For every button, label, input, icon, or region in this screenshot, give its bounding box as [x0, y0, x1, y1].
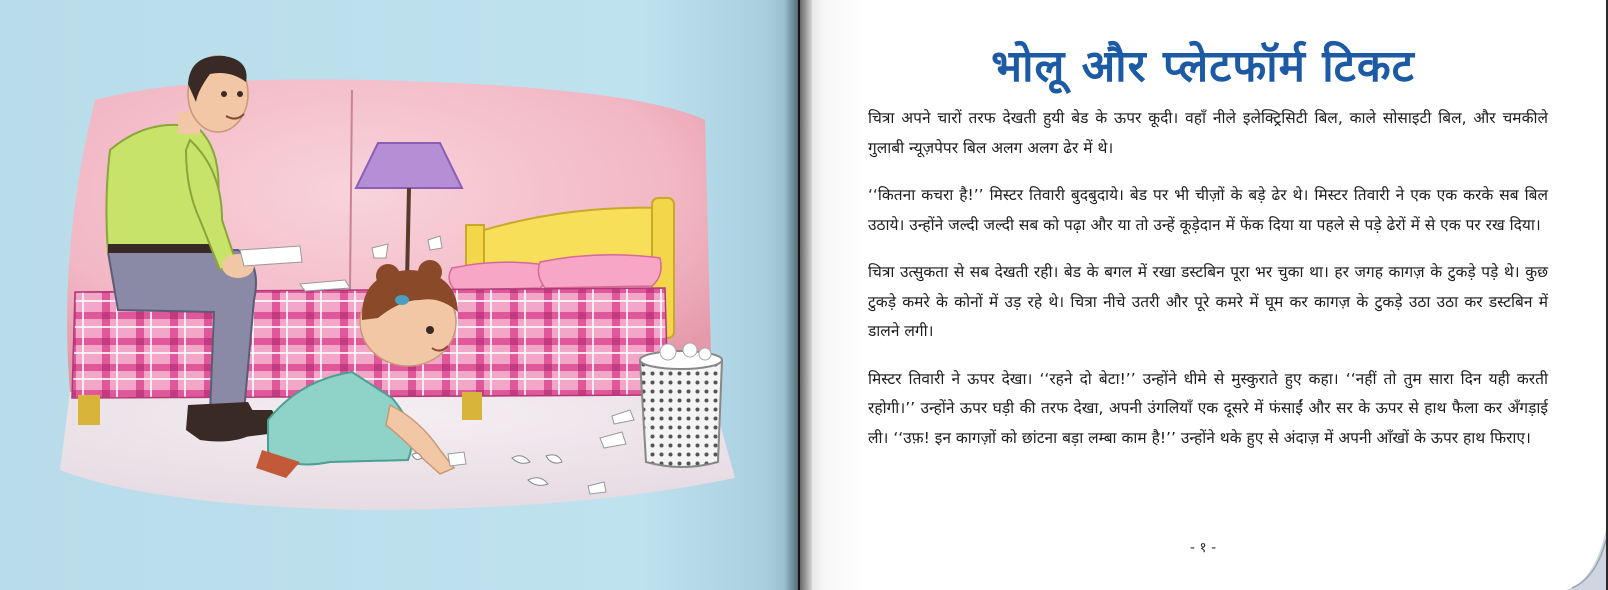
book-gutter: [784, 0, 812, 590]
story-body: [868, 104, 1548, 471]
paragraph: चित्रा अपने चारों तरफ देखती हुयी बेड के ऊपर कूदी। वहाँ नीले इलेक्ट्रिसिटी बिल, काले सोसाइटी बिल, और चमकीले गुलाबी न्यूज़पेपर बिल अलग अलग ढेर में थे।: [868, 109, 1548, 157]
story-illustration: [0, 0, 798, 590]
page-curl-icon[interactable]: [1566, 530, 1606, 590]
pillow: [449, 262, 547, 290]
left-page: [0, 0, 798, 590]
pillow: [538, 255, 661, 288]
paragraph: ‘‘कितना कचरा है!’’ मिस्टर तिवारी बुदबुदाये। बेड पर भी चीज़ों के बड़े ढेर थे। मिस्टर तिवारी ने एक एक करके सब बिल उठाये। उन्होंने जल्दी जल्दी सब को पढ़ा और या तो उन्हें कूड़ेदान में फेंक दिया या पहले से पड़े ढेरों में से एक पर रख दिया।: [868, 186, 1548, 234]
right-page: [800, 0, 1606, 590]
paragraph: चित्रा उत्सुकता से सब देखती रही। बेड के बगल में रखा डस्टबिन पूरा भर चुका था। हर जगह कागज़ के टुकड़े पड़े थे। कुछ टुकड़े कमरे के कोनों में उड़ रहे थे। चित्रा नीचे उतरी और पूरे कमरे में घूम कर कागज़ के टुकड़े उठा उठा कर डस्टबिन में डालने लगी।: [868, 263, 1548, 340]
paragraph: मिस्टर तिवारी ने ऊपर देखा। ‘‘रहने दो बेटा!’’ उन्होंने धीमे से मुस्कुराते हुए कहा। ‘‘नहीं तो तुम सारा दिन यही करती रहोगी।’’ उन्होंने ऊपर घड़ी की तरफ देखा, अपनी उंगलियाँ एक दूसरे में फंसाईं और सर के ऊपर से हाथ फैला कर अँगड़ाई ली। ‘‘उफ़! इन कागज़ों को छांटना बड़ा लम्बा काम है!’’ उन्होंने थके हुए से अंदाज़ में अपनी आँखों के ऊपर हाथ फिराए।: [868, 369, 1548, 447]
page-number: - १ -: [1189, 540, 1217, 556]
story-title: भोलू और प्लेटफॉर्म टिकट: [991, 41, 1415, 92]
dustbin: [640, 343, 722, 467]
